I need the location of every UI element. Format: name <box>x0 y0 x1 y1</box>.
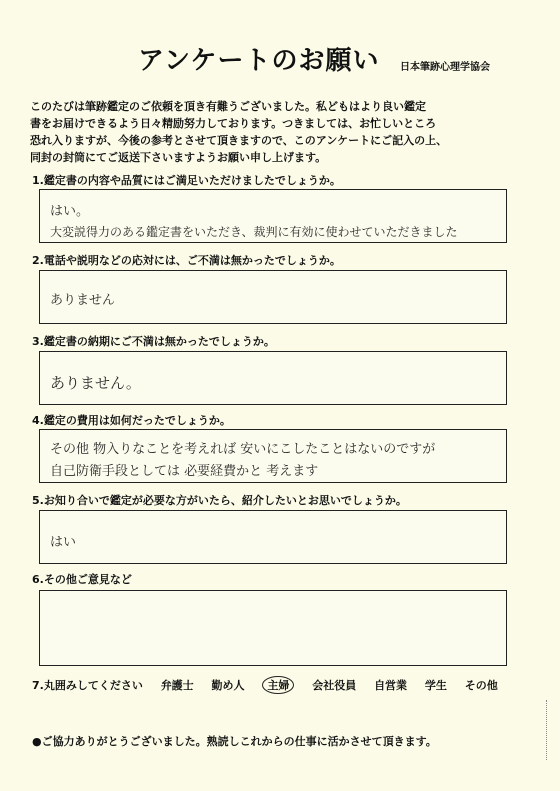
question-5-answer-line: はい <box>50 535 77 550</box>
occupation-option[interactable]: 勤め人 <box>211 679 245 692</box>
question-1-answer-line: はい。 <box>50 204 90 219</box>
intro-line: 恐れ入りますが、今後の参考とさせて頂きますので、このアンケートにご記入の上、 <box>30 134 448 147</box>
organization-name: 日本筆跡心理学協会 <box>400 62 490 73</box>
occupation-option[interactable]: 弁護士 <box>160 679 194 692</box>
occupation-option-selected[interactable]: 主婦 <box>262 676 294 694</box>
question-1-answer-line: 大変説得力のある鑑定書をいただき、裁判に有効に使わせていただきました <box>50 225 458 239</box>
question-5-label: 5.お知り合いで鑑定が必要な方がいたら、紹介したいとお思いでしょうか。 <box>32 494 407 507</box>
question-2-answer-line: ありません <box>50 293 116 308</box>
question-5-answer-box[interactable] <box>39 510 507 564</box>
occupation-row <box>32 676 512 694</box>
intro-paragraph <box>30 98 530 166</box>
question-1-answer-box[interactable] <box>39 189 507 243</box>
question-6-label: 6.その他ご意見など <box>32 573 132 586</box>
intro-line: 書をお届けできるよう日々精励努力しております。つきましては、お忙しいところ <box>30 117 437 130</box>
question-3-label: 3.鑑定書の納期にご不満は無かったでしょうか。 <box>32 335 275 348</box>
scan-margin-mark <box>546 700 551 760</box>
occupation-option[interactable]: 学生 <box>424 679 447 692</box>
question-2-answer-box[interactable] <box>39 270 507 324</box>
intro-line: このたびは筆跡鑑定のご依頼を頂き有難うございました。私どもはより良い鑑定 <box>30 100 426 113</box>
question-4-answer-line: 自己防衛手段としては 必要経費かと 考えます <box>50 464 319 479</box>
occupation-option[interactable]: 自営業 <box>374 679 408 692</box>
question-1-label: 1.鑑定書の内容や品質にはご満足いただけましたでしょうか。 <box>32 174 341 187</box>
occupation-option[interactable]: その他 <box>464 679 498 692</box>
page-title: アンケートのお願い <box>138 46 380 76</box>
closing-message: ●ご協力ありがとうございました。熟読しこれからの仕事に活かさせて頂きます。 <box>32 735 437 748</box>
question-3-answer-box[interactable] <box>39 351 507 405</box>
intro-line: 同封の封筒にてご返送下さいますようお願い申し上げます。 <box>30 151 327 164</box>
question-4-label: 4.鑑定の費用は如何だったでしょうか。 <box>32 414 231 427</box>
question-2-label: 2.電話や説明などの応対には、ご不満は無かったでしょうか。 <box>32 254 341 267</box>
question-3-answer-line: ありません。 <box>50 374 141 392</box>
occupation-label: 7.丸囲みしてください <box>32 679 143 692</box>
question-4-answer-box[interactable] <box>39 429 507 483</box>
occupation-option[interactable]: 会社役員 <box>312 679 357 692</box>
question-6-answer-box[interactable] <box>39 590 507 666</box>
question-4-answer-line: その他 物入りなことを考えれば 安いにこしたことはないのですが <box>50 442 436 457</box>
